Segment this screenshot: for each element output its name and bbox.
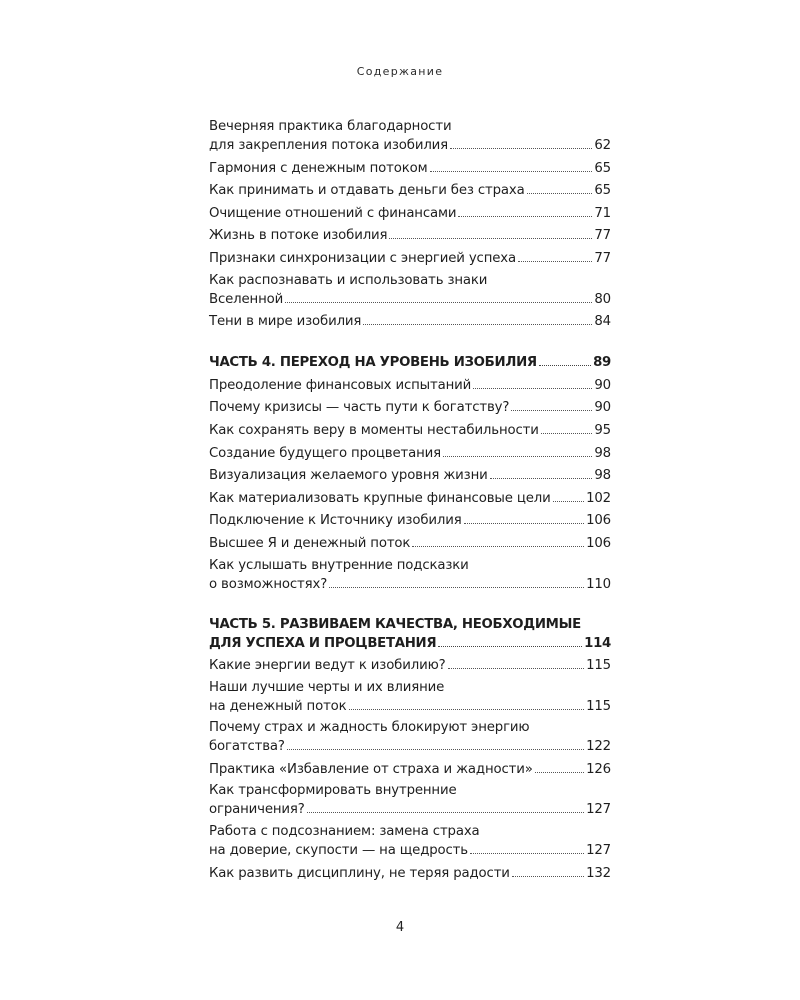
toc-part-heading[interactable] (209, 616, 611, 653)
toc-entry-title: богатства? (209, 739, 285, 755)
toc-entry-row (209, 353, 611, 372)
toc-entry-row (209, 760, 611, 779)
dot-leader (349, 697, 585, 710)
dot-leader (473, 376, 592, 389)
toc-page-number: 90 (594, 377, 611, 393)
toc-entry[interactable] (209, 421, 611, 440)
dot-leader (430, 159, 593, 172)
toc-page-number: 65 (594, 183, 611, 199)
dot-leader (541, 421, 593, 434)
toc-entry[interactable] (209, 864, 611, 883)
toc-entry-title: Какие энергии ведут к изобилию? (209, 658, 446, 674)
table-of-contents (209, 118, 611, 886)
toc-entry[interactable] (209, 118, 611, 155)
toc-entry[interactable] (209, 376, 611, 395)
toc-page-number: 127 (586, 802, 611, 818)
toc-page-number: 122 (586, 739, 611, 755)
toc-page-number: 98 (594, 468, 611, 484)
toc-entry-title-line: Работа с подсознанием: замена страха (209, 824, 480, 840)
toc-entry-row (209, 398, 611, 417)
toc-entry-title-line: Как распознавать и использовать знаки (209, 272, 488, 288)
toc-entry-title-line: Почему страх и жадность блокируют энергию (209, 720, 530, 736)
toc-entry-title-line: Наши лучшие черты и их влияние (209, 679, 445, 695)
toc-entry-row (209, 159, 611, 178)
dot-leader (518, 249, 592, 262)
toc-entry-row (209, 226, 611, 245)
toc-entry[interactable] (209, 204, 611, 223)
toc-page-number: 62 (594, 138, 611, 153)
dot-leader (470, 841, 584, 854)
toc-page-number: 127 (586, 843, 611, 859)
toc-entry-row (209, 864, 611, 883)
toc-entry[interactable] (209, 823, 611, 860)
dot-leader (307, 800, 584, 813)
toc-page-number: 132 (586, 865, 611, 881)
toc-page-number: 98 (594, 445, 611, 461)
dot-leader (464, 511, 584, 524)
dot-leader (490, 466, 593, 479)
toc-part-heading[interactable] (209, 353, 611, 372)
dot-leader (412, 534, 584, 547)
toc-page-number: 126 (586, 761, 611, 777)
toc-entry-title: Создание будущего процветания (209, 445, 441, 461)
toc-entry-row (209, 697, 611, 716)
toc-entry-row (209, 136, 611, 155)
toc-page-number: 114 (584, 635, 611, 651)
dot-leader (285, 290, 592, 303)
toc-page-number: 65 (594, 160, 611, 176)
dot-leader (389, 226, 592, 239)
toc-page-number: 106 (586, 535, 611, 551)
toc-entry[interactable] (209, 679, 611, 716)
toc-page-number: 80 (594, 291, 611, 307)
toc-entry-title: Практика «Избавление от страха и жадности» (209, 761, 533, 777)
toc-entry[interactable] (209, 398, 611, 417)
toc-entry-title-line: Как трансформировать внутренние (209, 783, 457, 799)
toc-entry-title: ДЛЯ УСПЕХА И ПРОЦВЕТАНИЯ (209, 635, 437, 651)
toc-entry[interactable] (209, 249, 611, 268)
toc-entry-row (209, 800, 611, 819)
toc-entry-row (209, 312, 611, 331)
dot-leader (512, 864, 584, 877)
dot-leader (448, 656, 585, 669)
dot-leader (450, 136, 592, 149)
toc-entry-title: Подключение к Источнику изобилия (209, 513, 462, 529)
dot-leader (539, 353, 591, 366)
dot-leader (329, 575, 584, 588)
dot-leader (527, 181, 593, 194)
toc-entry-row (209, 489, 611, 508)
toc-page-number: 106 (586, 513, 611, 529)
toc-entry[interactable] (209, 159, 611, 178)
toc-entry-title: Визуализация желаемого уровня жизни (209, 468, 488, 484)
toc-page-number: 115 (586, 698, 611, 714)
toc-entry[interactable] (209, 272, 611, 309)
running-title: Содержание (356, 65, 444, 78)
toc-entry[interactable] (209, 557, 611, 594)
toc-entry-title-line: Как услышать внутренние подсказки (209, 557, 469, 573)
dot-leader (535, 760, 584, 773)
toc-entry-title: Очищение отношений с финансами (209, 205, 457, 221)
dot-leader (458, 204, 592, 217)
toc-entry-title: Жизнь в потоке изобилия (209, 228, 388, 244)
toc-entry-title: о возможностях? (209, 576, 328, 592)
dot-leader (438, 634, 582, 647)
toc-entry-row (209, 181, 611, 200)
toc-entry[interactable] (209, 312, 611, 331)
toc-entry-title: на денежный поток (209, 698, 347, 714)
toc-entry-title: Как принимать и отдавать деньги без страха (209, 183, 525, 199)
toc-entry-row (209, 249, 611, 268)
toc-entry[interactable] (209, 489, 611, 508)
toc-entry-row (209, 466, 611, 485)
toc-entry-title-line: ЧАСТЬ 5. РАЗВИВАЕМ КАЧЕСТВА, НЕОБХОДИМЫЕ (209, 616, 581, 632)
toc-entry-title: Преодоление финансовых испытаний (209, 377, 472, 393)
dot-leader (287, 737, 584, 750)
dot-leader (511, 398, 592, 411)
toc-entry-row (209, 656, 611, 675)
toc-entry-row (209, 444, 611, 463)
toc-page-number: 90 (594, 400, 611, 416)
toc-entry-row (209, 290, 611, 309)
toc-entry-row (209, 204, 611, 223)
toc-entry-row (209, 575, 611, 594)
page-number: 4 (395, 920, 405, 935)
toc-page-number: 77 (594, 250, 611, 266)
toc-entry[interactable] (209, 466, 611, 485)
toc-entry-title: ограничения? (209, 802, 305, 818)
toc-entry[interactable] (209, 181, 611, 200)
toc-page-number: 102 (586, 490, 611, 506)
toc-entry-row (209, 634, 611, 653)
toc-entry-title: Как сохранять веру в моменты нестабильности (209, 422, 539, 438)
toc-entry-title: Признаки синхронизации с энергией успеха (209, 250, 516, 266)
toc-entry[interactable] (209, 760, 611, 779)
toc-page-number: 95 (594, 422, 611, 438)
toc-page-number: 77 (594, 228, 611, 244)
toc-entry-title: Как материализовать крупные финансовые цели (209, 490, 551, 506)
toc-page-number: 89 (593, 355, 611, 371)
toc-entry-row (209, 737, 611, 756)
toc-entry[interactable] (209, 719, 611, 756)
toc-entry[interactable] (209, 511, 611, 530)
toc-entry-title: на доверие, скупости — на щедрость (209, 843, 468, 859)
toc-page-number: 71 (594, 205, 611, 221)
toc-entry-row (209, 534, 611, 553)
toc-entry[interactable] (209, 782, 611, 819)
toc-entry-title: Гармония с денежным потоком (209, 160, 428, 176)
toc-entry[interactable] (209, 534, 611, 553)
toc-entry-title: Почему кризисы — часть пути к богатству? (209, 400, 510, 416)
toc-entry-row (209, 376, 611, 395)
toc-entry-title: Тени в мире изобилия (209, 314, 362, 330)
toc-entry-row (209, 511, 611, 530)
toc-entry-title: Высшее Я и денежный поток (209, 535, 411, 551)
toc-entry-row (209, 421, 611, 440)
toc-entry-title: Вселенной (209, 291, 284, 307)
dot-leader (553, 489, 584, 502)
toc-entry-title-line: Вечерняя практика благодарности (209, 119, 452, 134)
dot-leader (443, 444, 592, 457)
toc-entry[interactable] (209, 444, 611, 463)
toc-entry[interactable] (209, 656, 611, 675)
toc-page-number: 84 (594, 314, 611, 330)
toc-entry-title: ЧАСТЬ 4. ПЕРЕХОД НА УРОВЕНЬ ИЗОБИЛИЯ (209, 355, 537, 371)
toc-entry[interactable] (209, 226, 611, 245)
toc-entry-row (209, 841, 611, 860)
toc-entry-title: Как развить дисциплину, не теряя радости (209, 865, 510, 881)
toc-entry-title: для закрепления потока изобилия (209, 138, 449, 153)
dot-leader (363, 312, 592, 325)
toc-page-number: 110 (586, 576, 611, 592)
toc-page-number: 115 (586, 658, 611, 674)
